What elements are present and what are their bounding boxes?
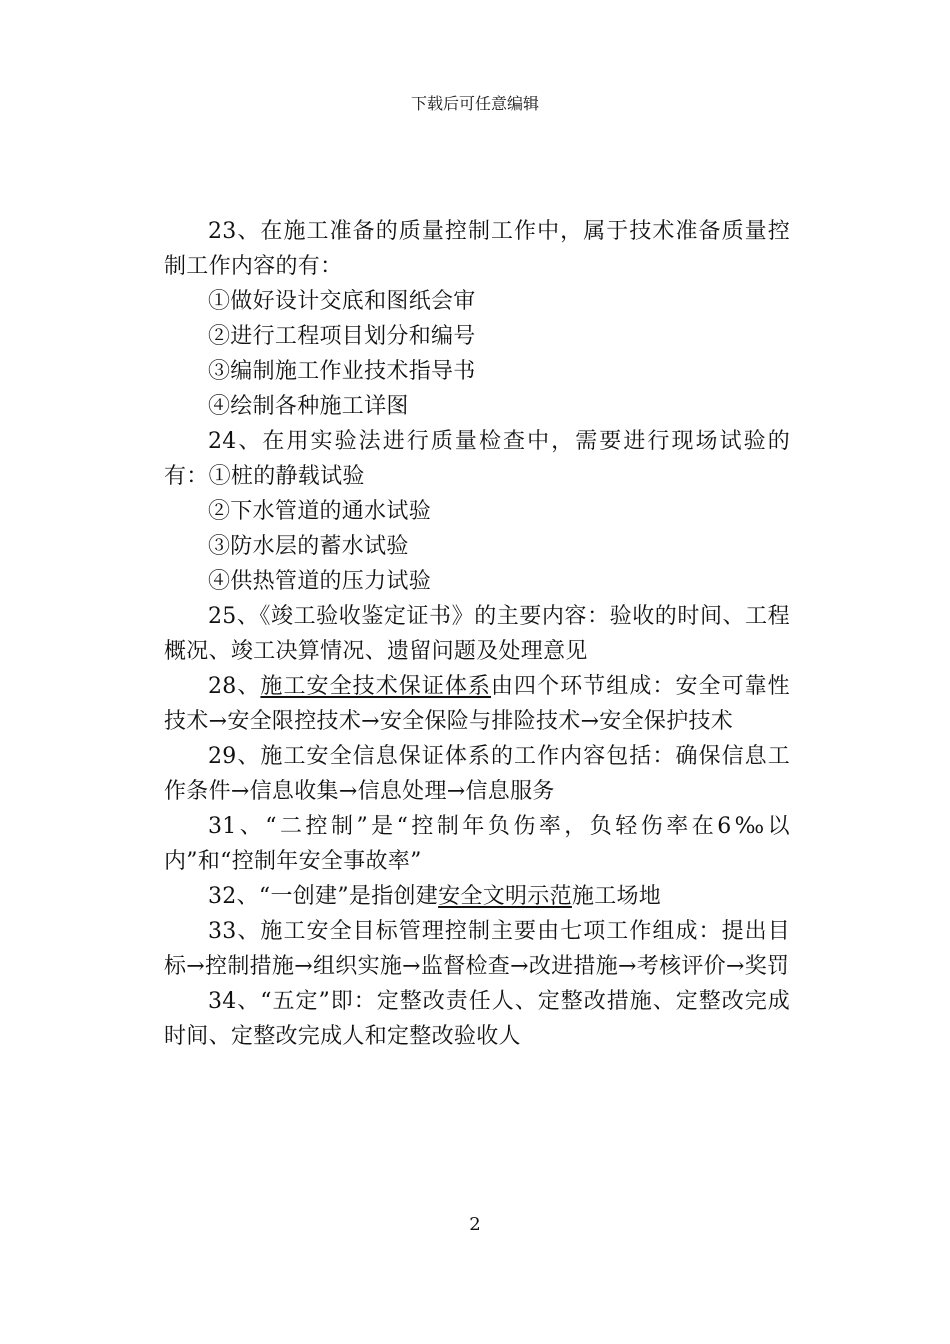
question-23-option-1: ①做好设计交底和图纸会审 [208, 289, 476, 314]
page-number: 2 [469, 1214, 481, 1235]
question-29: 29、施工安全信息保证体系的工作内容包括：确保信息工作条件→信息收集→信息处理→信息服务 [164, 744, 790, 804]
question-33: 33、施工安全目标管理控制主要由七项工作组成：提出目标→控制措施→组织实施→监督检查→改进措施→考核评价→奖罚 [164, 919, 790, 979]
question-28 [164, 669, 790, 739]
question-23: 23、在施工准备的质量控制工作中，属于技术准备质量控制工作内容的有： [164, 219, 790, 279]
question-24: 24、在用实验法进行质量检查中，需要进行现场试验的有：①桩的静载试验 [164, 429, 790, 489]
question-23-option-4: ④绘制各种施工详图 [208, 394, 409, 419]
question-28-prefix: 28、 [208, 674, 261, 699]
page-header: 下载后可任意编辑 [410, 94, 539, 113]
question-32-prefix: 32、“一创建”是指创建 [208, 884, 439, 909]
question-24-option-2: ②下水管道的通水试验 [208, 499, 432, 524]
question-24-option-4: ④供热管道的压力试验 [208, 569, 432, 594]
document-body [164, 214, 790, 1054]
question-28-rest: 由四个环节组成：安全可靠性技术→安全限控技术→安全保险与排险技术→安全保护技术 [164, 674, 790, 734]
question-31: 31、“二控制”是“控制年负伤率，负轻伤率在6‰以内”和“控制年安全事故率” [164, 814, 790, 874]
question-32 [164, 879, 790, 914]
question-24-option-3: ③防水层的蓄水试验 [208, 534, 409, 559]
question-23-option-2: ②进行工程项目划分和编号 [208, 324, 476, 349]
question-32-underlined-term: 安全文明示范 [438, 884, 572, 909]
question-32-rest: 施工场地 [571, 884, 662, 909]
question-34: 34、“五定”即：定整改责任人、定整改措施、定整改完成时间、定整改完成人和定整改验收人 [164, 989, 790, 1049]
question-28-underlined-term: 施工安全技术保证体系 [260, 674, 491, 699]
question-23-option-3: ③编制施工作业技术指导书 [208, 359, 476, 384]
question-25: 25、《竣工验收鉴定证书》的主要内容：验收的时间、工程概况、竣工决算情况、遗留问题及处理意见 [164, 604, 790, 664]
